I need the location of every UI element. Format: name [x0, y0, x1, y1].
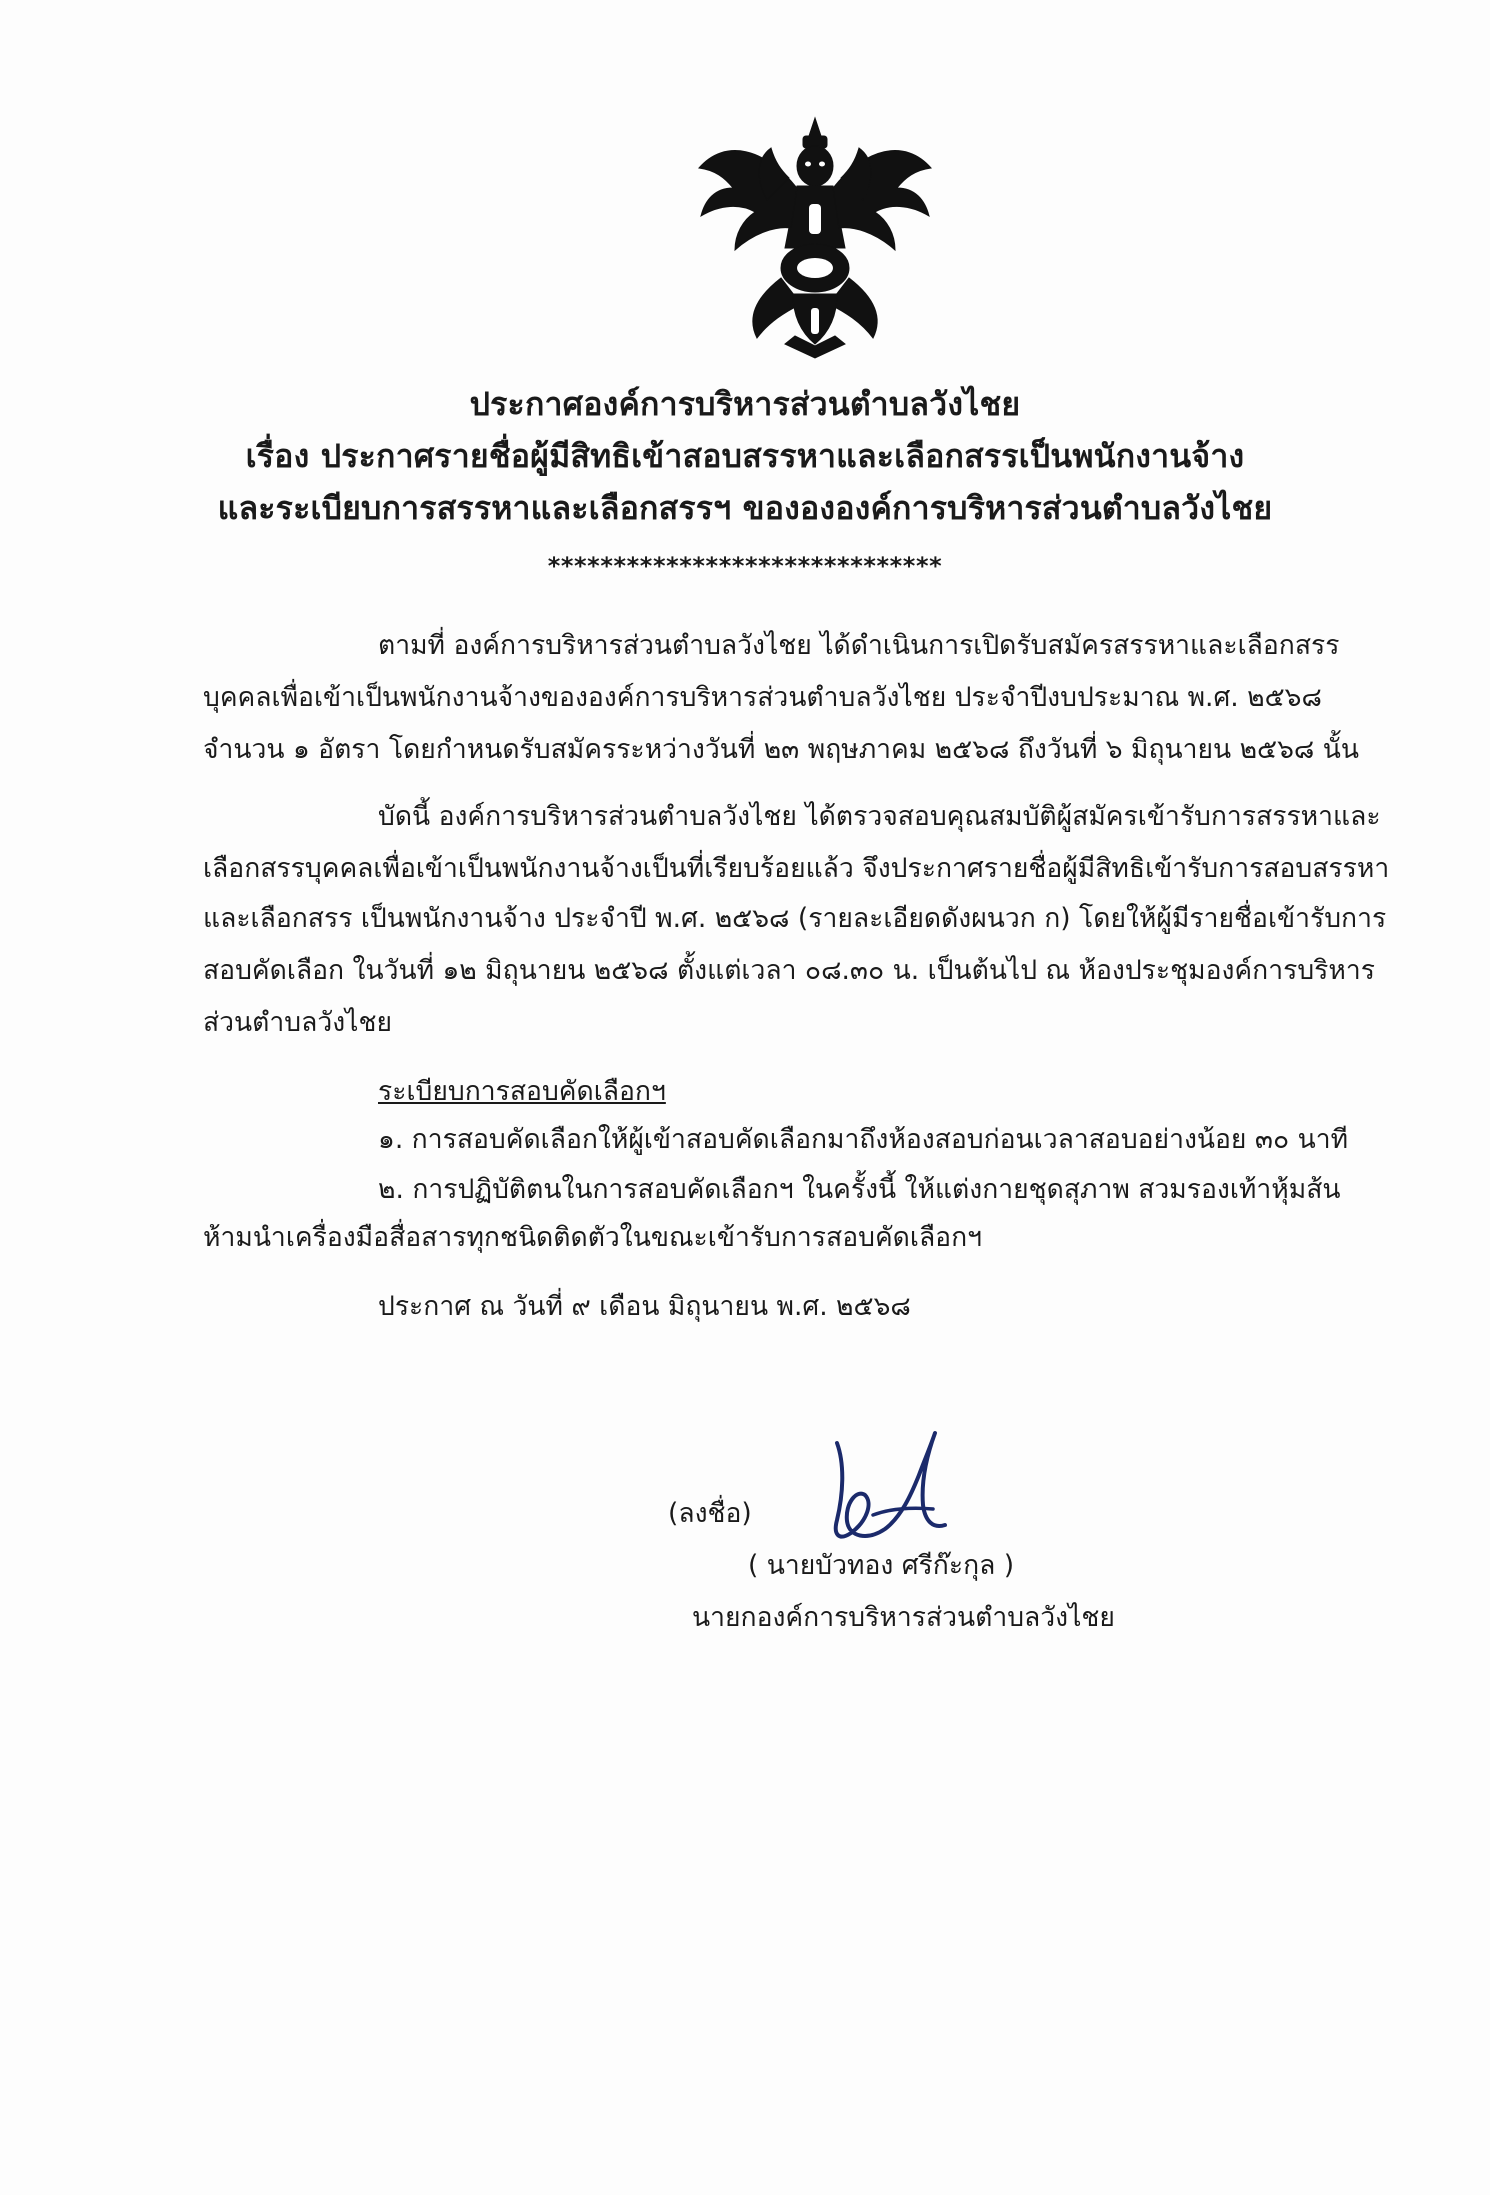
- garuda-emblem-icon: [685, 108, 945, 368]
- rule-2-line-2: ห้ามนำเครื่องมือสื่อสารทุกชนิดติดตัวในขณะเข้ารับการสอบคัดเลือกฯ: [203, 1222, 983, 1253]
- announcement-subject: เรื่อง ประกาศรายชื่อผู้มีสิทธิเข้าสอบสรรหาและเลือกสรรเป็นพนักงานจ้าง: [245, 437, 1245, 475]
- title-divider-stars: ******************************: [547, 552, 943, 580]
- rule-2-line-1: ๒. การปฏิบัติตนในการสอบคัดเลือกฯ ในครั้งนี้ ให้แต่งกายชุดสุภาพ สวมรองเท้าหุ้มส้น: [378, 1174, 1341, 1205]
- paragraph-2-line-2: เลือกสรรบุคคลเพื่อเข้าเป็นพนักงานจ้างเป็นที่เรียบร้อยแล้ว จึงประกาศรายชื่อผู้มีสิทธิเข้ารับการสอบสรรหา: [203, 853, 1390, 884]
- announcement-subject-continued: และระเบียบการสรรหาและเลือกสรรฯ ของององค์การบริหารส่วนตำบลวังไชย: [217, 489, 1273, 527]
- signature-label: (ลงชื่อ): [668, 1498, 752, 1529]
- announcement-title: ประกาศองค์การบริหารส่วนตำบลวังไชย: [469, 385, 1021, 423]
- rules-heading: ระเบียบการสอบคัดเลือกฯ: [378, 1076, 666, 1107]
- paragraph-2-line-1: บัดนี้ องค์การบริหารส่วนตำบลวังไชย ได้ตรวจสอบคุณสมบัติผู้สมัครเข้ารับการสรรหาและ: [378, 801, 1381, 832]
- paragraph-2-line-4: สอบคัดเลือก ในวันที่ ๑๒ มิถุนายน ๒๕๖๘ ตั้งแต่เวลา ๐๘.๓๐ น. เป็นต้นไป ณ ห้องประชุมองค์การบริหาร: [203, 955, 1375, 986]
- announcement-date: ประกาศ ณ วันที่ ๙ เดือน มิถุนายน พ.ศ. ๒๕๖๘: [378, 1291, 911, 1322]
- rule-1: ๑. การสอบคัดเลือกให้ผู้เข้าสอบคัดเลือกมาถึงห้องสอบก่อนเวลาสอบอย่างน้อย ๓๐ นาที: [378, 1124, 1349, 1155]
- paragraph-2-line-3: และเลือกสรร เป็นพนักงานจ้าง ประจำปี พ.ศ. ๒๕๖๘ (รายละเอียดดังผนวก ก) โดยให้ผู้มีรายชื่อเข้ารับการ: [203, 903, 1387, 934]
- signatory-position: นายกองค์การบริหารส่วนตำบลวังไชย: [692, 1602, 1115, 1633]
- signature-icon: [815, 1425, 960, 1555]
- paragraph-1-line-3: จำนวน ๑ อัตรา โดยกำหนดรับสมัครระหว่างวันที่ ๒๓ พฤษภาคม ๒๕๖๘ ถึงวันที่ ๖ มิถุนายน ๒๕๖๘ นั้น: [203, 734, 1360, 765]
- paragraph-2-line-5: ส่วนตำบลวังไชย: [203, 1007, 392, 1038]
- paragraph-1-line-1: ตามที่ องค์การบริหารส่วนตำบลวังไชย ได้ดำเนินการเปิดรับสมัครสรรหาและเลือกสรร: [378, 630, 1340, 661]
- paragraph-1-line-2: บุคคลเพื่อเข้าเป็นพนักงานจ้างขององค์การบริหารส่วนตำบลวังไชย ประจำปีงบประมาณ พ.ศ. ๒๕๖๘: [203, 682, 1322, 713]
- signatory-name: ( นายบัวทอง ศรีก๊ะกุล ): [748, 1550, 1015, 1581]
